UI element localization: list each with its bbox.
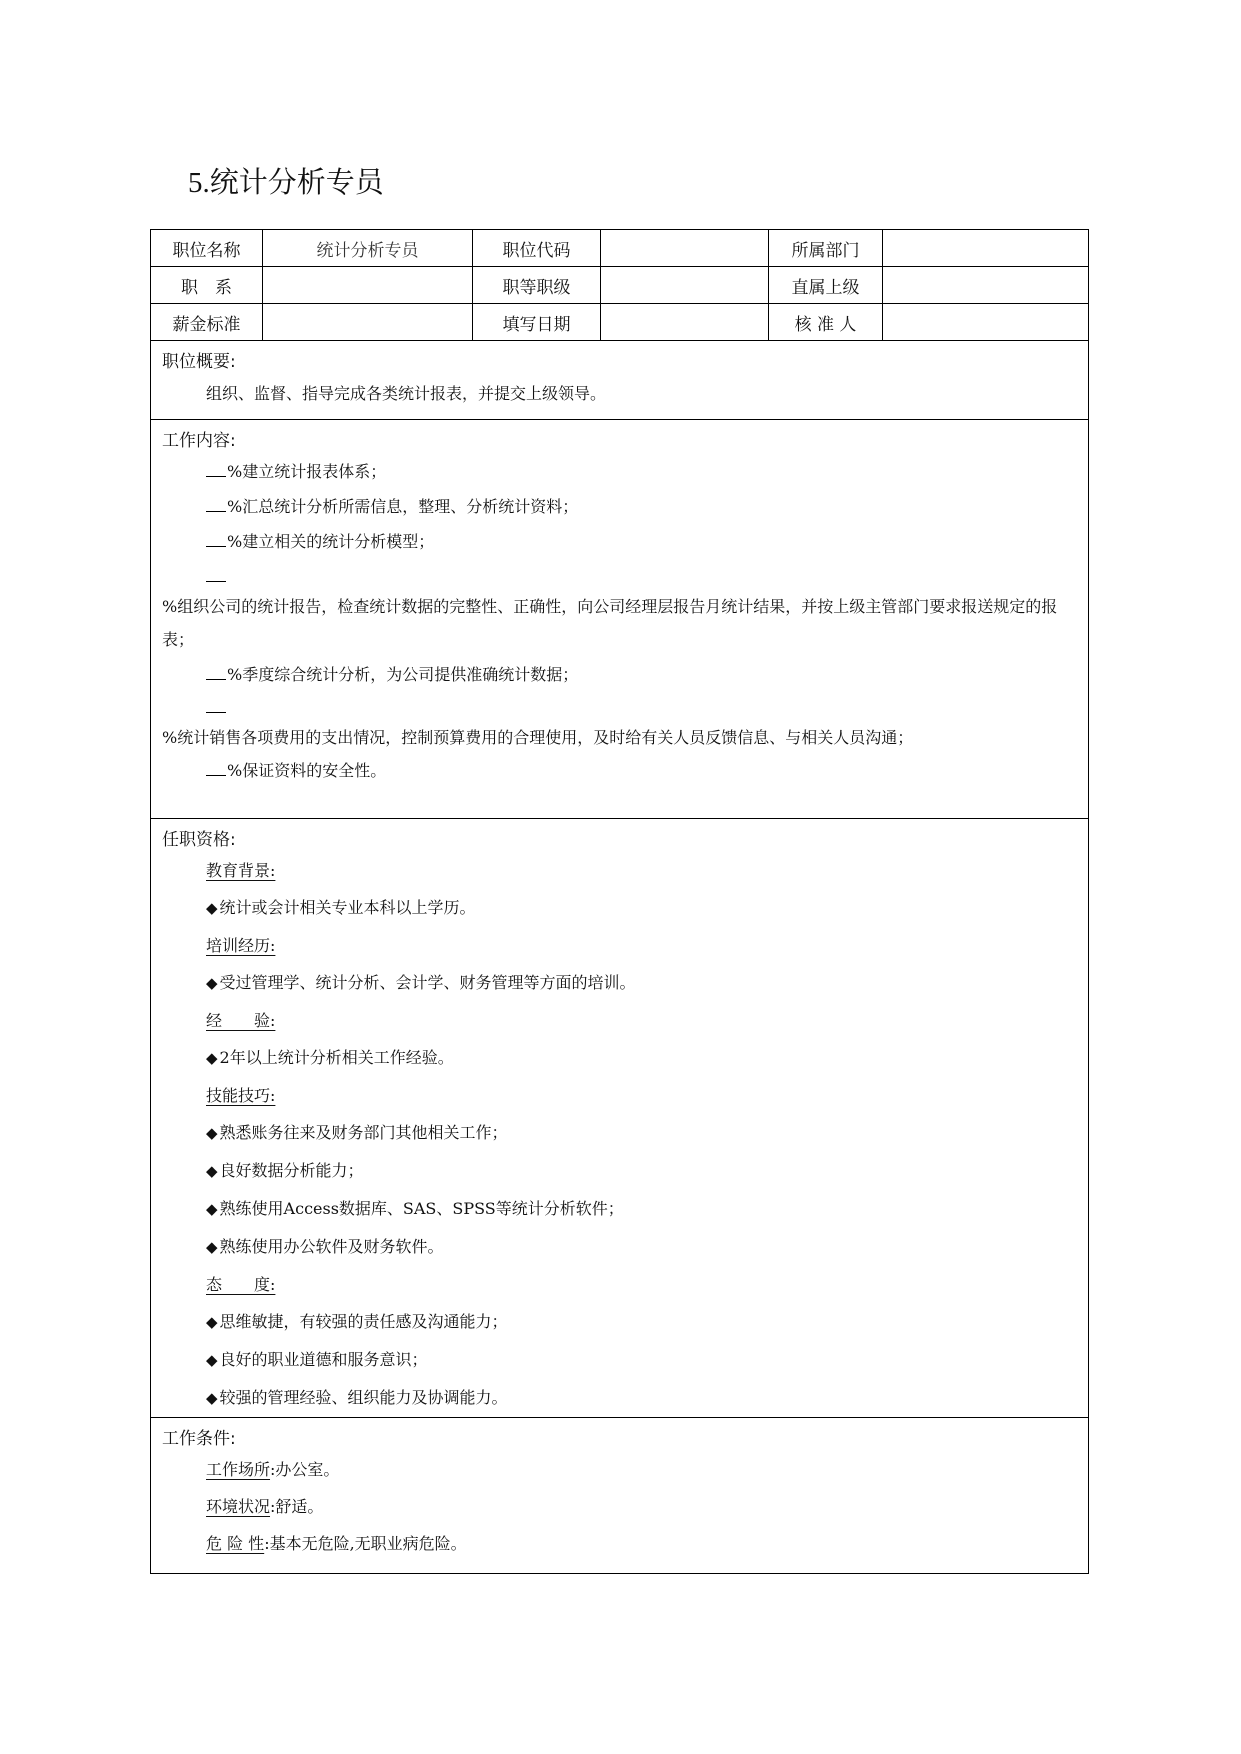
- section-qualifications: [151, 819, 1088, 1418]
- condition-item: 危 险 性:基本无危险,无职业病危险。: [206, 1534, 467, 1553]
- condition-item: 工作场所:办公室。: [206, 1460, 340, 1479]
- label-fill-date: 填写日期: [473, 304, 601, 341]
- qual-item: ◆ 统计或会计相关专业本科以上学历。: [206, 898, 476, 917]
- diamond-bullet-icon: ◆: [206, 1313, 218, 1331]
- work-item: %季度综合统计分析，为公司提供准确统计数据；: [206, 656, 1078, 693]
- label-approver: 核 准 人: [769, 304, 883, 341]
- blank-line: [206, 761, 226, 776]
- label-supervisor: 直属上级: [769, 267, 883, 304]
- diamond-bullet-icon: ◆: [206, 1200, 218, 1218]
- label-job-family: 职 系: [151, 267, 263, 304]
- diamond-bullet-icon: ◆: [206, 899, 218, 917]
- qual-item: ◆ 良好数据分析能力；: [206, 1161, 364, 1180]
- diamond-bullet-icon: ◆: [206, 1162, 218, 1180]
- qual-item: ◆ 熟练使用Access数据库、SAS、SPSS等统计分析软件；: [206, 1199, 624, 1218]
- title-text: 统计分析专员: [209, 165, 384, 199]
- qual-item: ◆ 受过管理学、统计分析、会计学、财务管理等方面的培训。: [206, 973, 636, 992]
- conditions-heading: 工作条件:: [162, 1429, 236, 1449]
- label-salary: 薪金标准: [151, 304, 263, 341]
- label-department: 所属部门: [769, 230, 883, 267]
- work-item: %建立相关的统计分析模型；: [206, 523, 1078, 560]
- summary-heading: 职位概要:: [162, 352, 236, 372]
- qualifications-heading: 任职资格:: [162, 830, 236, 850]
- diamond-bullet-icon: ◆: [206, 1049, 218, 1067]
- qual-item: ◆ 2年以上统计分析相关工作经验。: [206, 1048, 454, 1067]
- qual-group-title: 技能技巧:: [206, 1086, 276, 1105]
- label-position-name: 职位名称: [151, 230, 263, 267]
- diamond-bullet-icon: ◆: [206, 974, 218, 992]
- page-title: [188, 162, 384, 203]
- section-conditions: [151, 1418, 1088, 1573]
- section-work-content: [151, 420, 1088, 819]
- blank-line: [206, 665, 226, 680]
- qual-group-title: 教育背景:: [206, 861, 276, 880]
- value-supervisor: [883, 267, 1088, 304]
- qual-item: ◆ 熟练使用办公软件及财务软件。: [206, 1237, 444, 1256]
- blank-line: [206, 532, 226, 547]
- blank-line: [206, 698, 226, 713]
- qual-group-title: 态 度:: [206, 1275, 276, 1294]
- diamond-bullet-icon: ◆: [206, 1238, 218, 1256]
- condition-item: 环境状况:舒适。: [206, 1497, 324, 1516]
- header-grid: [151, 230, 1088, 341]
- work-item: %建立统计报表体系；: [206, 453, 1078, 490]
- value-department: [883, 230, 1088, 267]
- summary-text: 组织、监督、指导完成各类统计报表，并提交上级领导。: [206, 384, 607, 403]
- work-item: %汇总统计分析所需信息，整理、分析统计资料；: [206, 488, 1078, 525]
- job-description-table: [150, 229, 1089, 1574]
- qual-item: ◆ 良好的职业道德和服务意识；: [206, 1350, 428, 1369]
- value-grade: [601, 267, 769, 304]
- value-approver: [883, 304, 1088, 341]
- qual-group-title: 培训经历:: [206, 936, 276, 955]
- blank-line: [206, 567, 226, 582]
- section-summary: [151, 341, 1088, 420]
- blank-line: [206, 462, 226, 477]
- value-job-family: [263, 267, 473, 304]
- qual-item: ◆ 较强的管理经验、组织能力及协调能力。: [206, 1388, 508, 1407]
- work-item: %保证资料的安全性。: [206, 752, 1078, 789]
- value-position-name: 统计分析专员: [263, 230, 473, 267]
- diamond-bullet-icon: ◆: [206, 1351, 218, 1369]
- work-content-heading: 工作内容:: [162, 431, 236, 451]
- blank-line: [206, 497, 226, 512]
- qual-item: ◆ 熟悉账务往来及财务部门其他相关工作；: [206, 1123, 508, 1142]
- qual-item: ◆ 思维敏捷，有较强的责任感及沟通能力；: [206, 1312, 508, 1331]
- value-fill-date: [601, 304, 769, 341]
- diamond-bullet-icon: ◆: [206, 1389, 218, 1407]
- value-position-code: [601, 230, 769, 267]
- value-salary: [263, 304, 473, 341]
- work-item: %组织公司的统计报告，检查统计数据的完整性、正确性，向公司经理层报告月统计结果，并按上级主管部门要求报送规定的报表；: [162, 564, 1078, 656]
- diamond-bullet-icon: ◆: [206, 1124, 218, 1142]
- label-position-code: 职位代码: [473, 230, 601, 267]
- qual-group-title: 经 验:: [206, 1011, 276, 1030]
- label-grade: 职等职级: [473, 267, 601, 304]
- title-number: 5.: [188, 167, 210, 199]
- work-item: %统计销售各项费用的支出情况，控制预算费用的合理使用，及时给有关人员反馈信息、与相关人员沟通；: [162, 695, 1078, 754]
